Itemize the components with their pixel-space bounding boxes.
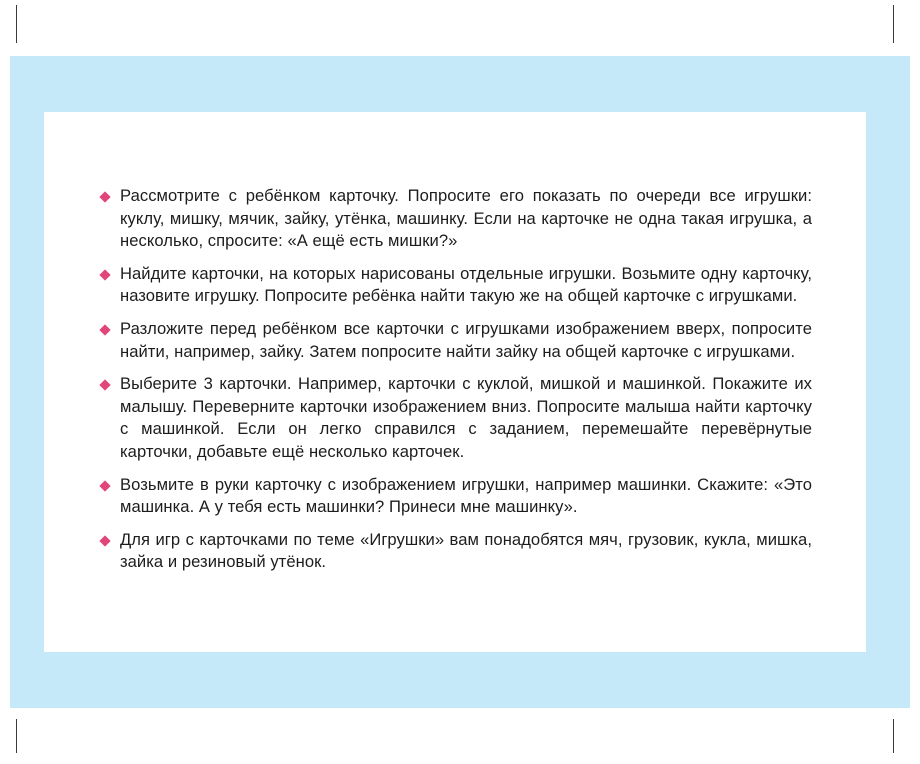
list-item (100, 529, 812, 574)
list-item (100, 263, 812, 308)
crop-mark-bottom-left (16, 719, 17, 753)
item-text: Рассмотрите с ребёнком карточку. Попросите его показать по очереди все игрушки: куклу, мишку, мячик, зайку, утёнка, машинку. Если на карточке не одна такая игрушка, а несколько, спросите: «А ещё есть мишки?» (120, 186, 812, 251)
item-text: Возьмите в руки карточку с изображением игрушки, например машинки. Скажите: «Это машинка. А у тебя есть машинки? Принеси мне машинку». (120, 474, 812, 517)
item-text: Разложите перед ребёнком все карточки с игрушками изображением вверх, попросите найти, например, зайку. Затем попросите найти зайку на общей карточке с игрушками. (120, 318, 812, 361)
instruction-list (100, 185, 812, 584)
diamond-bullet-icon (99, 191, 110, 202)
diamond-bullet-icon (99, 379, 110, 390)
item-text: Найдите карточки, на которых нарисованы отдельные игрушки. Возьмите одну карточку, назовите игрушку. Попросите ребёнка найти такую же на общей карточке с игрушками. (120, 263, 812, 306)
crop-mark-bottom-right (893, 719, 894, 753)
diamond-bullet-icon (99, 535, 110, 546)
instruction-card (44, 112, 866, 652)
list-item (100, 318, 812, 363)
list-item (100, 185, 812, 253)
diamond-bullet-icon (99, 269, 110, 280)
crop-mark-top-right (893, 5, 894, 43)
diamond-bullet-icon (99, 480, 110, 491)
list-item (100, 373, 812, 463)
list-item (100, 474, 812, 519)
diamond-bullet-icon (99, 324, 110, 335)
crop-mark-top-left (16, 5, 17, 43)
item-text: Для игр с карточками по теме «Игрушки» вам понадобятся мяч, грузовик, кукла, мишка, зайка и резиновый утёнок. (120, 529, 812, 572)
item-text: Выберите 3 карточки. Например, карточки с куклой, мишкой и машинкой. Покажите их малышу. Переверните карточки изображением вниз. Попросите малыша найти карточку с машинкой. Если он легко справился с заданием, перемешайте перевёрнутые карточки, добавьте ещё несколько карточек. (120, 374, 812, 461)
